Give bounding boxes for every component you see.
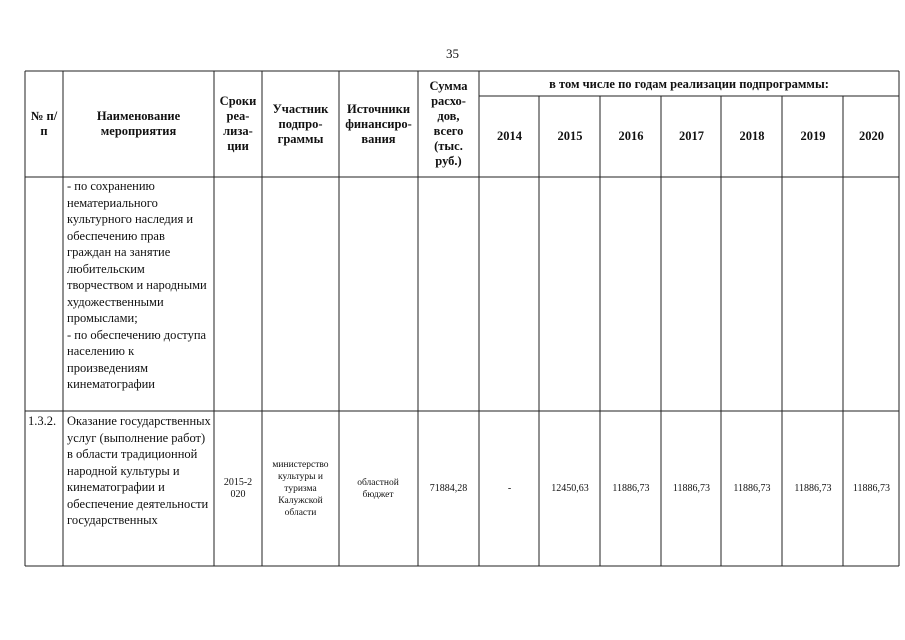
row-participant: министерство культуры и туризма Калужской области: [272, 460, 329, 518]
header-sum: Сумма расхо-дов, всего (тыс. руб.): [429, 79, 468, 168]
row-value-2015: 12450,63: [551, 483, 589, 494]
row-value-2014: -: [507, 483, 512, 494]
header-year-2015: 2015: [557, 129, 583, 143]
header-year-2016: 2016: [618, 129, 644, 143]
row-value-2020: 11886,73: [852, 483, 891, 494]
header-year-2018: 2018: [739, 129, 765, 143]
header-sources: Источники финансиро-вания: [345, 101, 412, 146]
header-terms: Сроки реа-лиза-ции: [219, 94, 257, 153]
row-value-2017: 11886,73: [672, 483, 711, 494]
header-name: Наименование мероприятия: [96, 109, 181, 138]
row-name: Оказание государственных услуг (выполнение работ) в области традиционной народной культуры и кинематографии и обеспечение деятельности государственных: [67, 414, 211, 527]
row-value-2016: 11886,73: [612, 483, 650, 494]
header-participant: Участник подпро-граммы: [272, 101, 329, 146]
row-total: 71884,28: [429, 483, 468, 494]
page-number: 35: [446, 46, 459, 61]
row-value-2019: 11886,73: [794, 483, 832, 494]
header-num: № п/п: [30, 109, 58, 138]
row-value-2018: 11886,73: [733, 483, 771, 494]
header-year-2019: 2019: [800, 129, 826, 143]
continuation-text: - по сохранению нематериального культурного наследия и обеспечению прав граждан на занятие любительским творчеством и народными художественными промыслами; - по обеспечению доступа населению к произведениям кинематографии: [67, 179, 207, 391]
row-source: областной бюджет: [357, 478, 399, 500]
row-terms: 2015-2020: [223, 477, 253, 500]
header-year-2020: 2020: [859, 129, 884, 143]
header-years-caption: в том числе по годам реализации подпрограммы:: [549, 76, 829, 91]
header-year-2017: 2017: [679, 129, 704, 143]
header-year-2014: 2014: [497, 129, 522, 143]
row-num: 1.3.2.: [28, 414, 57, 428]
